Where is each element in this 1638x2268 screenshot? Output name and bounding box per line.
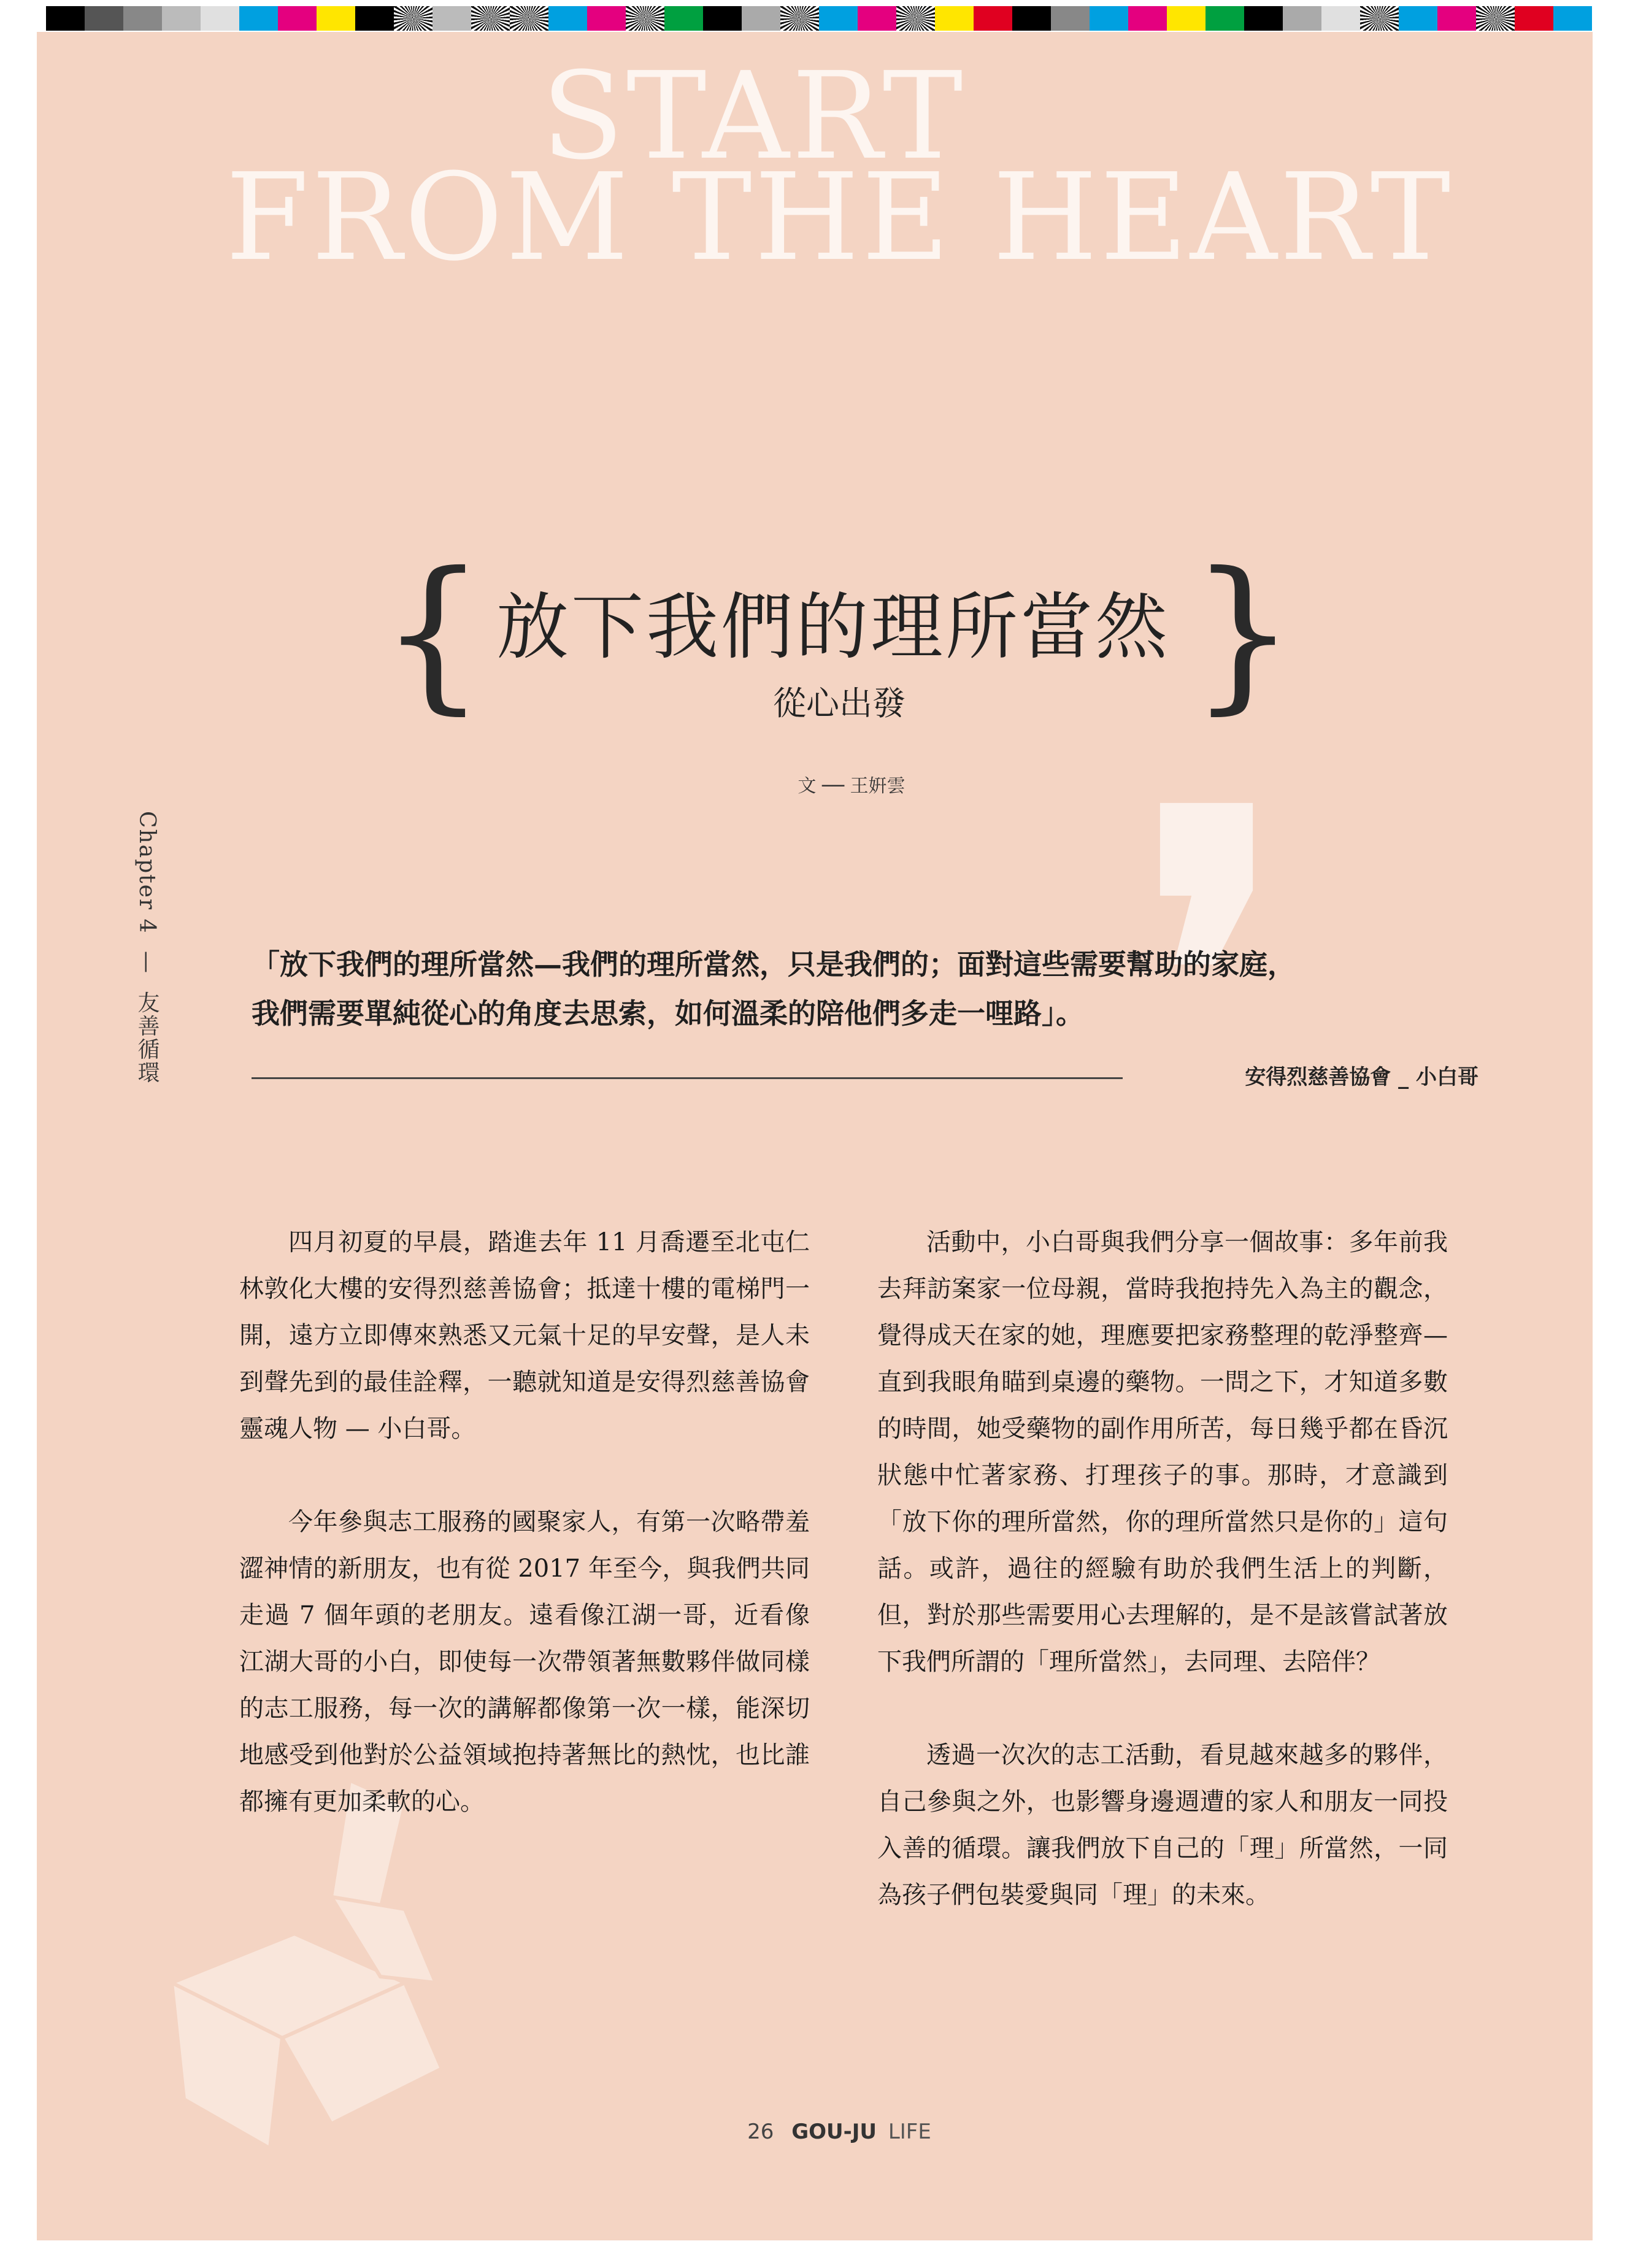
magazine-brand: GOU-JU (791, 2120, 877, 2144)
pull-quote-line1: 「放下我們的理所當然—我們的理所當然，只是我們的；面對這些需要幫助的家庭， (252, 948, 1296, 981)
chapter-label: Chapter 4 (134, 811, 160, 934)
color-swatch (1321, 6, 1360, 31)
color-swatch (664, 6, 703, 31)
article-title: 放下我們的理所當然 (496, 585, 1170, 669)
body-column-left (239, 1219, 810, 1872)
body-paragraph: 活動中，小白哥與我們分享一個故事：多年前我去拜訪案家一位母親，當時我抱持先入為主的觀念，覺得成天在家的她，理應要把家務整理的乾淨整齊—直到我眼角瞄到桌邊的藥物。一問之下，才知道多數的時間，她受藥物的副作用所苦，每日幾乎都在昏沉狀態中忙著家務、打理孩子的事。那時，才意識到「放下你的理所當然，你的理所當然只是你的」這句話。或許，過往的經驗有助於我們生活上的判斷，但，對於那些需要用心去理解的，是不是該嘗試著放下我們所謂的「理所當然」，去同理、去陪伴？ (877, 1228, 1448, 1676)
pull-quote-line2: 我們需要單純從心的角度去思索，如何溫柔的陪他們多走一哩路」。 (252, 997, 1084, 1030)
color-swatch (46, 6, 85, 31)
body-paragraph: 四月初夏的早晨，踏進去年 11 月喬遷至北屯仁林敦化大樓的安得烈慈善協會；抵達十樓的電梯門一開，遠方立即傳來熟悉又元氣十足的早安聲，是人未到聲先到的最佳詮釋，一聽就知道是安得烈慈善協會靈魂人物 — 小白哥。 (239, 1228, 810, 1443)
english-title-line2: FROM THE HEART (225, 148, 1453, 288)
body-paragraph: 今年參與志工服務的國聚家人，有第一次略帶羞澀神情的新朋友，也有從 2017 年至今，與我們共同走過 7 個年頭的老朋友。遠看像江湖一哥，近看像江湖大哥的小白，即使每一次帶領著無數夥伴做同樣的志工服務，每一次的講解都像第一次一樣，能深切地感受到他對於公益領域抱持著無比的熱忱，也比誰都擁有更加柔軟的心。 (239, 1508, 810, 1816)
color-swatch (548, 6, 587, 31)
color-swatch (510, 6, 548, 31)
color-swatch (201, 6, 239, 31)
body-column-right (877, 1219, 1448, 1965)
color-swatch (1476, 6, 1515, 31)
quote-attribution: 安得烈慈善協會 _ 小白哥 (1245, 1065, 1478, 1090)
color-swatch (780, 6, 819, 31)
color-swatch (394, 6, 433, 31)
color-swatch (935, 6, 974, 31)
color-swatch (433, 6, 471, 31)
color-swatch (858, 6, 896, 31)
color-swatch (278, 6, 317, 31)
color-swatch (1051, 6, 1090, 31)
left-brace: { (380, 536, 486, 729)
color-swatch (626, 6, 664, 31)
page-footer (37, 2118, 1593, 2146)
color-swatch (819, 6, 858, 31)
color-swatch (1283, 6, 1321, 31)
color-swatch (239, 6, 278, 31)
color-swatch (85, 6, 123, 31)
color-swatch (896, 6, 935, 31)
color-swatch (1012, 6, 1051, 31)
section-label: 友善循環 (134, 991, 160, 1085)
color-swatch (703, 6, 742, 31)
color-swatch (1128, 6, 1167, 31)
print-color-bar (46, 6, 1592, 31)
body-paragraph: 透過一次次的志工活動，看見越來越多的夥伴，自己參與之外，也影響身邊週遭的家人和朋友一同投入善的循環。讓我們放下自己的「理」所當然，一同為孩子們包裝愛與同「理」的未來。 (877, 1741, 1448, 1909)
color-swatch (974, 6, 1012, 31)
color-swatch (317, 6, 355, 31)
color-swatch (1515, 6, 1553, 31)
color-swatch (1244, 6, 1283, 31)
quote-mark-icon: ❜ (1141, 717, 1284, 1236)
right-brace: } (1190, 536, 1296, 729)
magazine-brand-suffix: LIFE (888, 2120, 931, 2144)
color-swatch (1437, 6, 1476, 31)
quote-divider (252, 1077, 1123, 1079)
color-swatch (471, 6, 510, 31)
pull-quote (252, 940, 1466, 1038)
color-swatch (1360, 6, 1399, 31)
magazine-page (37, 32, 1593, 2240)
color-swatch (1090, 6, 1128, 31)
page-number: 26 (747, 2120, 774, 2144)
color-swatch (742, 6, 780, 31)
color-swatch (1205, 6, 1244, 31)
color-swatch (123, 6, 162, 31)
chapter-side-tab (126, 811, 163, 1105)
color-swatch (587, 6, 626, 31)
english-title-line1: START (541, 47, 966, 186)
color-swatch (1553, 6, 1592, 31)
color-swatch (1167, 6, 1205, 31)
author-byline: 文 ── 王姸雲 (798, 775, 906, 797)
color-swatch (162, 6, 201, 31)
article-subtitle: 從心出發 (773, 684, 906, 723)
color-swatch (1399, 6, 1437, 31)
color-swatch (355, 6, 394, 31)
chapter-separator: — (134, 951, 160, 975)
